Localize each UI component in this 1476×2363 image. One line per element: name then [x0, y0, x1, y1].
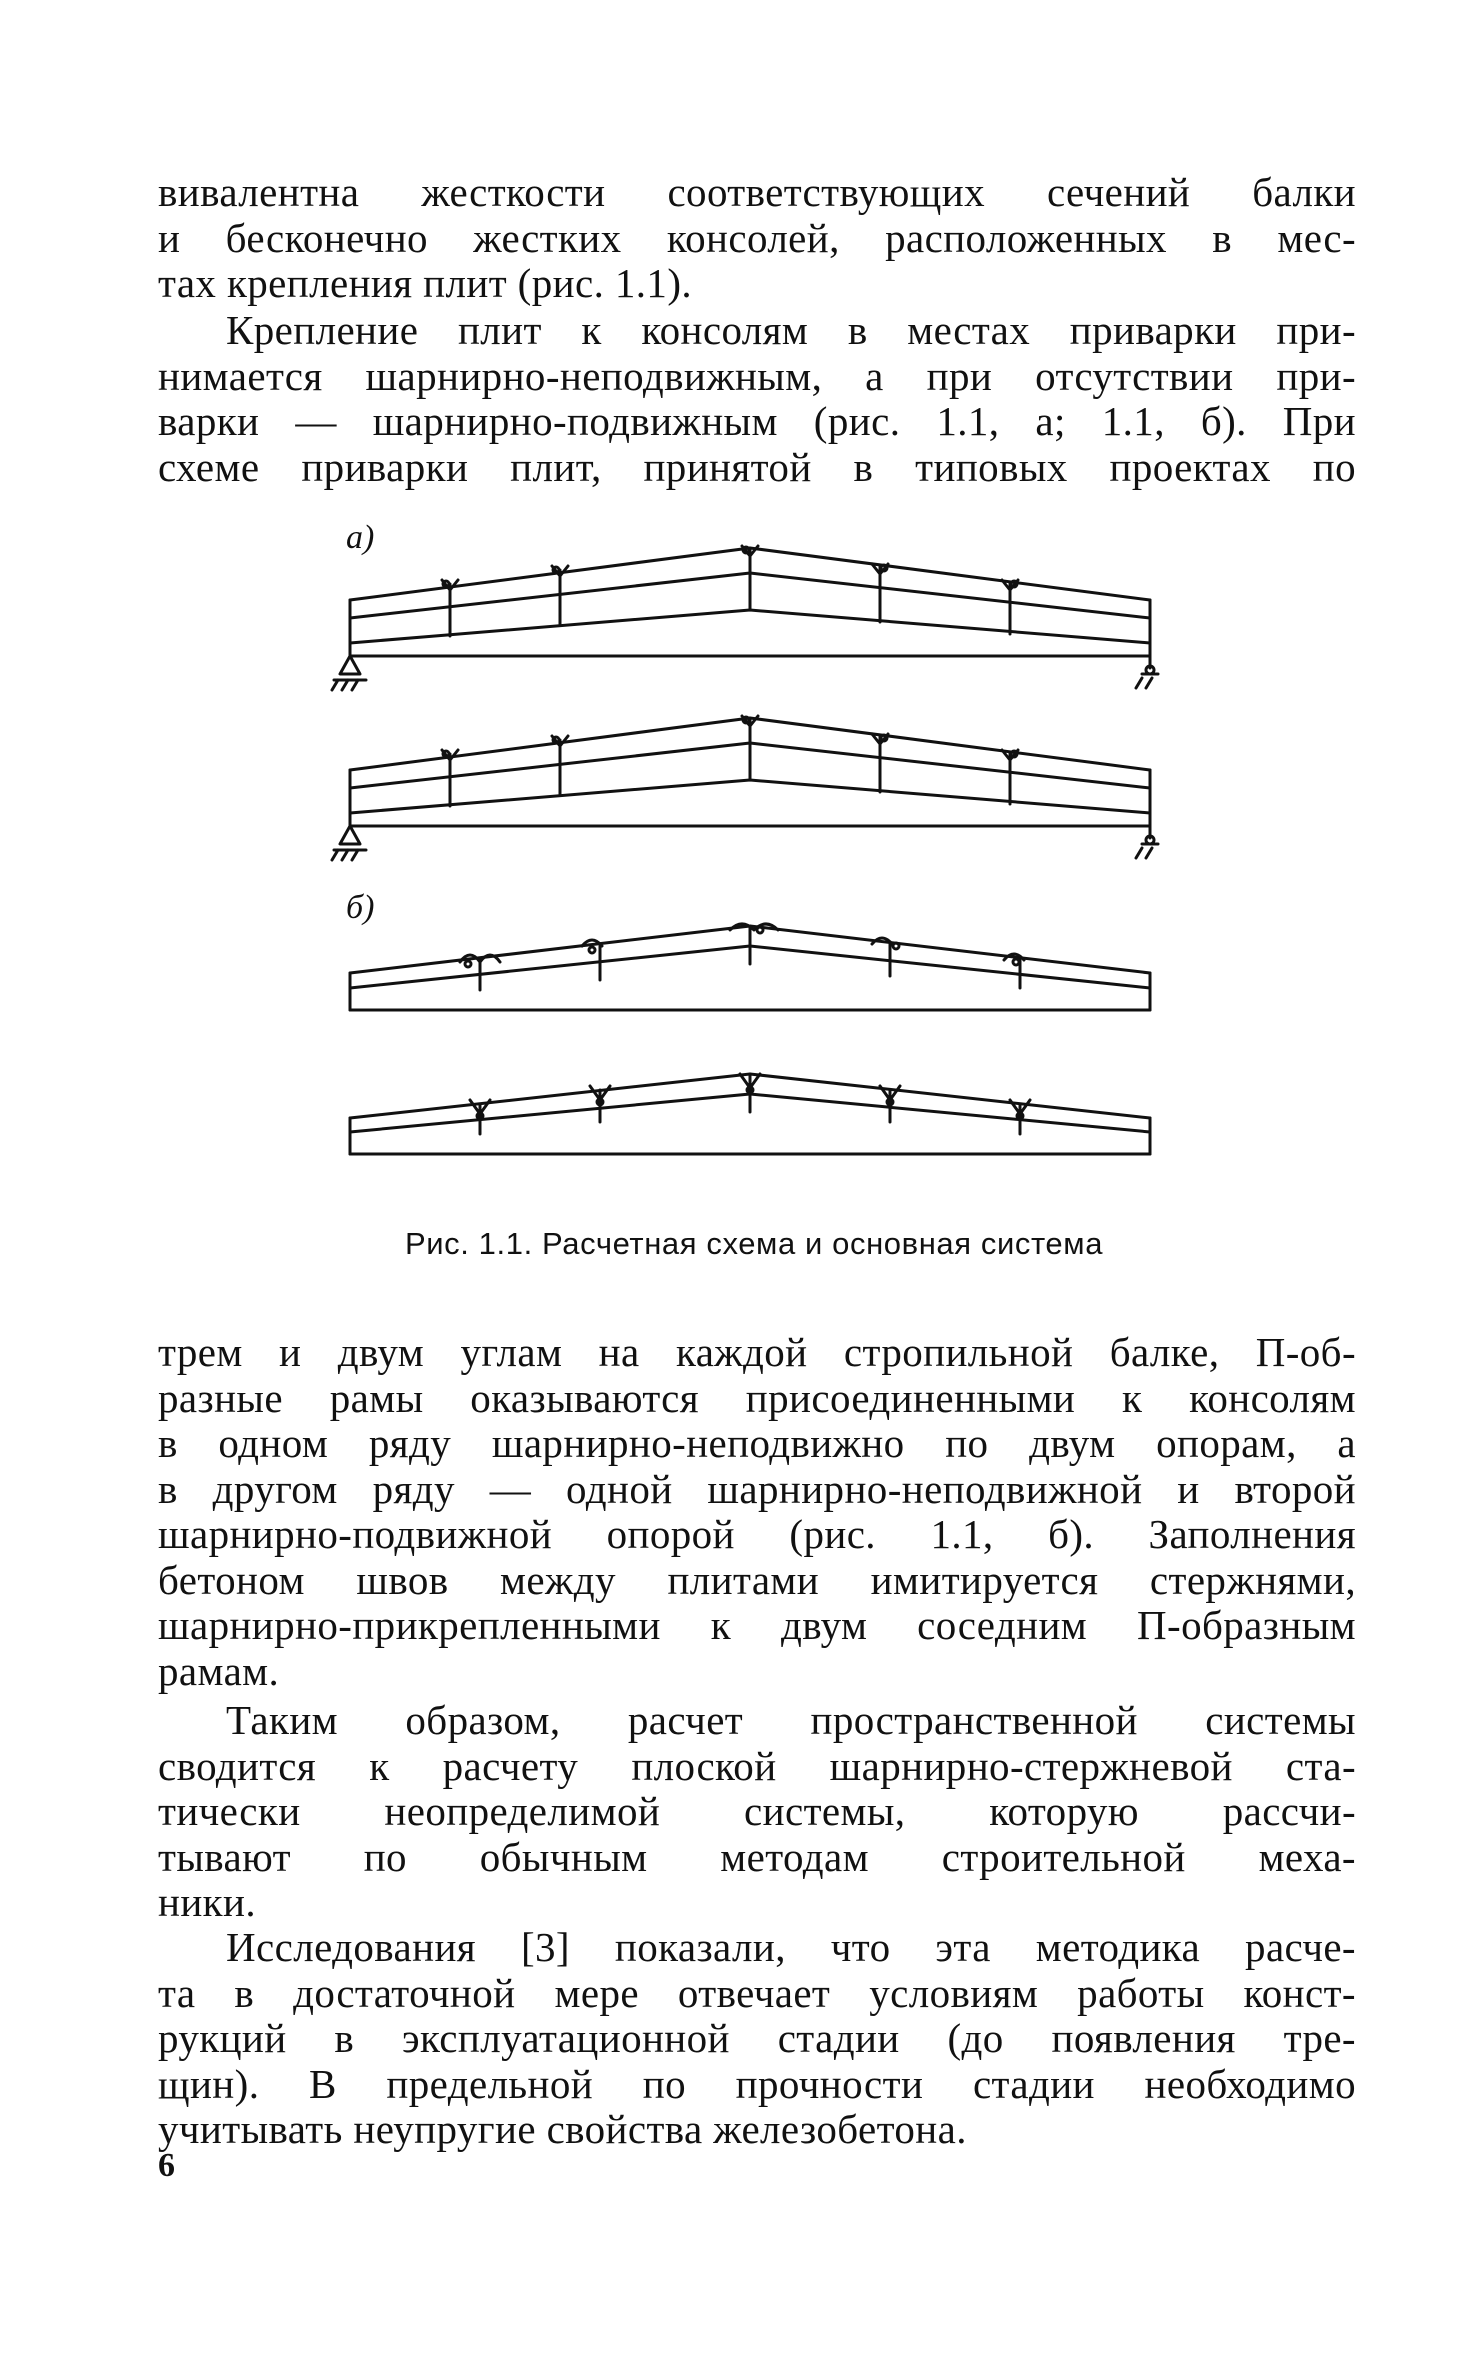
diagram-a-upper — [332, 546, 1158, 690]
text-line: тывают по обычным методам строительной меха- — [158, 1833, 1356, 1880]
figure-label-a: а) — [346, 519, 375, 556]
text-line: бетоном швов между плитами имитируется стержнями, — [158, 1556, 1356, 1603]
text-line: в другом ряду — одной шарнирно-неподвижной и второй — [158, 1465, 1356, 1512]
text-line: схеме приварки плит, принятой в типовых проектах по — [158, 443, 1356, 490]
text-line: трем и двум углам на каждой стропильной балке, П-об- — [158, 1329, 1356, 1375]
page-number: 6 — [158, 2147, 175, 2184]
text-line: шарнирно-подвижной опорой (рис. 1.1, б). Заполнения — [158, 1511, 1356, 1557]
text-line: в одном ряду шарнирно-неподвижно по двум опорам, а — [158, 1420, 1356, 1466]
diagram-b-lower — [350, 1074, 1150, 1154]
figure-caption: Рис. 1.1. Расчетная схема и основная система — [404, 1226, 1104, 1261]
paragraph-1 — [158, 170, 1356, 307]
diagram-b-upper — [350, 924, 1150, 1010]
text-line: щин). В предельной по прочности стадии необходимо — [158, 2060, 1356, 2107]
text-line: вивалентна жесткости соответствующих сечений балки — [158, 169, 1356, 215]
text-line: Исследования [3] показали, что эта методика расче- — [226, 1924, 1356, 1970]
text-line: рукций в эксплуатационной стадии (до появления тре- — [158, 2015, 1356, 2061]
text-line: нимается шарнирно-неподвижным, а при отсутствии при- — [158, 352, 1356, 399]
figure-1-1-diagram — [320, 518, 1180, 1178]
paragraph-4 — [158, 1698, 1356, 1926]
figure-label-b: б) — [346, 889, 375, 926]
text-line: и бесконечно жестких консолей, расположенных в мес- — [158, 214, 1356, 261]
diagram-a-lower — [332, 716, 1158, 860]
text-line: шарнирно-прикрепленными к двум соседним П-образным — [158, 1602, 1356, 1648]
text-line: разные рамы оказываются присоединенными к консолям — [158, 1374, 1356, 1421]
text-line: та в достаточной мере отвечает условиям работы конст- — [158, 1969, 1356, 2016]
text-line: тически неопределимой системы, которую рассчи- — [158, 1788, 1356, 1834]
text-line: тах крепления плит (рис. 1.1). — [158, 260, 693, 306]
text-line: Таким образом, расчет пространственной системы — [226, 1697, 1356, 1743]
text-line: сводится к расчету плоской шарнирно-стержневой ста- — [158, 1742, 1356, 1789]
text-line: рамам. — [158, 1647, 280, 1694]
text-line: учитывать неупругие свойства железобетона. — [158, 2106, 967, 2152]
text-line: варки — шарнирно-подвижным (рис. 1.1, а; 1.1, б). При — [158, 398, 1356, 444]
paragraph-3 — [158, 1330, 1356, 1694]
paragraph-2 — [158, 308, 1356, 490]
text-line: ники. — [158, 1879, 256, 1925]
text-line: Крепление плит к консолям в местах приварки при- — [226, 307, 1356, 353]
paragraph-5 — [158, 1925, 1356, 2153]
